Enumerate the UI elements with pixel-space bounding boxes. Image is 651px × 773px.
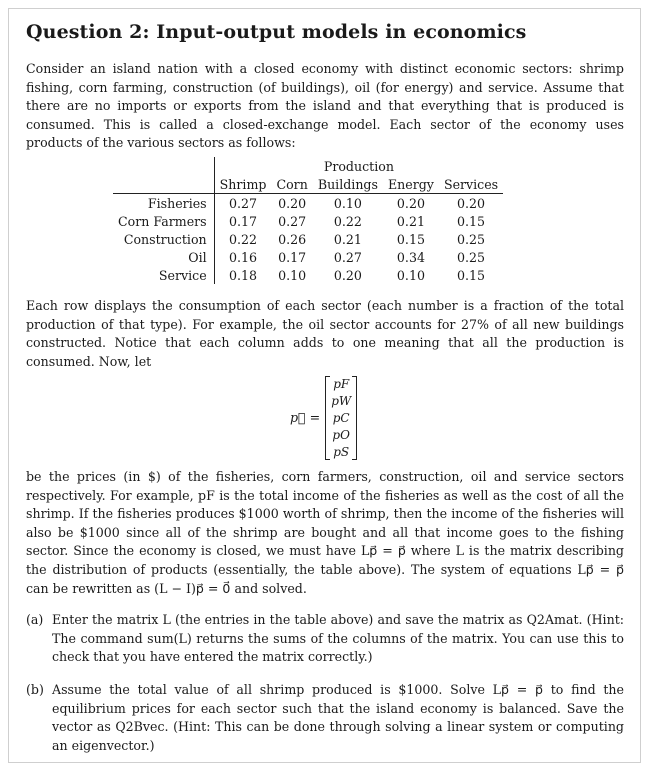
consumption-table (113, 157, 503, 284)
table-cell: 0.17 (278, 249, 307, 265)
table-cell: 0.22 (229, 231, 258, 247)
item-marker: (a) (26, 612, 44, 627)
table-cell: 0.10 (333, 195, 362, 211)
column-header: Energy (383, 175, 439, 194)
item-text: Assume the total value of all shrimp produced is $1000. Solve Lp⃗ = p⃗ to find the equilibrium prices for each sector such that the island economy is balanced. Save the vector as Q2Bvec. (Hint: This can be done through solving a linear system or computing an eigenvector.) (52, 682, 624, 753)
vector-entry: pW (331, 393, 352, 408)
row-label: Corn Farmers (113, 212, 214, 230)
question-item-a (26, 611, 624, 667)
table-cell: 0.25 (457, 231, 486, 247)
table-cell: 0.10 (396, 267, 425, 283)
table-row (113, 248, 503, 266)
production-header: Production (323, 158, 394, 174)
table-cell: 0.25 (457, 249, 486, 265)
row-label: Oil (113, 248, 214, 266)
row-label: Fisheries (113, 194, 214, 213)
table-cell: 0.10 (278, 267, 307, 283)
row-label: Service (113, 266, 214, 284)
column-header: Corn (271, 175, 312, 194)
table-cell: 0.34 (396, 249, 425, 265)
table-cell: 0.27 (333, 249, 362, 265)
vector-entry: pS (333, 444, 350, 459)
item-text: Enter the matrix L (the entries in the table above) and save the matrix as Q2Amat. (Hint: The command sum(L) returns the sums of the columns of the matrix. You can use this to check that you have entered the matrix correctly.) (52, 612, 624, 665)
question-title: Question 2: Input-output models in economics (26, 21, 527, 43)
table-cell: 0.15 (396, 231, 425, 247)
table-row (113, 212, 503, 230)
intro-paragraph: Consider an island nation with a closed economy with distinct economic sectors: shrimp fishing, corn farming, construction (of buildings), oil (for energy) and service. Assume that there are no imports or exports from the island and that everything that is produced is consumed. This is called a closed-exchange model. Each sector of the economy uses products of the various sectors as follows: (26, 61, 624, 151)
table-cell: 0.20 (278, 195, 307, 211)
table-cell: 0.21 (333, 231, 362, 247)
item-marker: (b) (26, 682, 44, 697)
table-cell: 0.26 (278, 231, 307, 247)
table-cell: 0.15 (457, 213, 486, 229)
price-vector (290, 374, 357, 461)
table-cell: 0.27 (229, 195, 258, 211)
table-cell: 0.15 (457, 267, 486, 283)
vector-lhs: p⃗ = (290, 410, 321, 425)
table-cell: 0.18 (229, 267, 258, 283)
table-cell: 0.20 (333, 267, 362, 283)
table-row (113, 266, 503, 284)
table-cell: 0.17 (229, 213, 258, 229)
table-row (113, 230, 503, 248)
vector-matrix (325, 376, 357, 460)
row-label: Construction (113, 230, 214, 248)
vector-entry: pC (332, 410, 350, 425)
table-cell: 0.20 (396, 195, 425, 211)
column-header: Services (439, 175, 503, 194)
table-row (113, 194, 503, 213)
column-header: Shrimp (214, 175, 271, 194)
explanation-paragraph: Each row displays the consumption of each sector (each number is a fraction of the total production of that type). For example, the oil sector accounts for 27% of all new buildings constructed. Notice that each column adds to one meaning that all the production is consumed. Now, let (26, 298, 624, 369)
question-item-b (26, 681, 624, 755)
column-header: Buildings (313, 175, 383, 194)
prices-paragraph: be the prices (in $) of the fisheries, corn farmers, construction, oil and service sectors respectively. For example, pF is the total income of the fisheries as well as the cost of all the shrimp. If the fisheries produces $1000 worth of shrimp, then the income of the fisheries will also be $1000 since all of the shrimp are bought and all that income goes to the fishing sector. Since the economy is closed, we must have Lp⃗ = p⃗ where L is the matrix describing the distribution of products (essentially, the table above). The system of equations Lp⃗ = p⃗ can be rewritten as (L − I)p⃗ = 0⃗ and solved. (26, 469, 624, 596)
vector-entry: pO (332, 427, 350, 442)
table-cell: 0.20 (457, 195, 486, 211)
table-cell: 0.21 (396, 213, 425, 229)
table-cell: 0.22 (333, 213, 362, 229)
table-cell: 0.16 (229, 249, 258, 265)
vector-entry: pF (333, 376, 350, 391)
table-cell: 0.27 (278, 213, 307, 229)
